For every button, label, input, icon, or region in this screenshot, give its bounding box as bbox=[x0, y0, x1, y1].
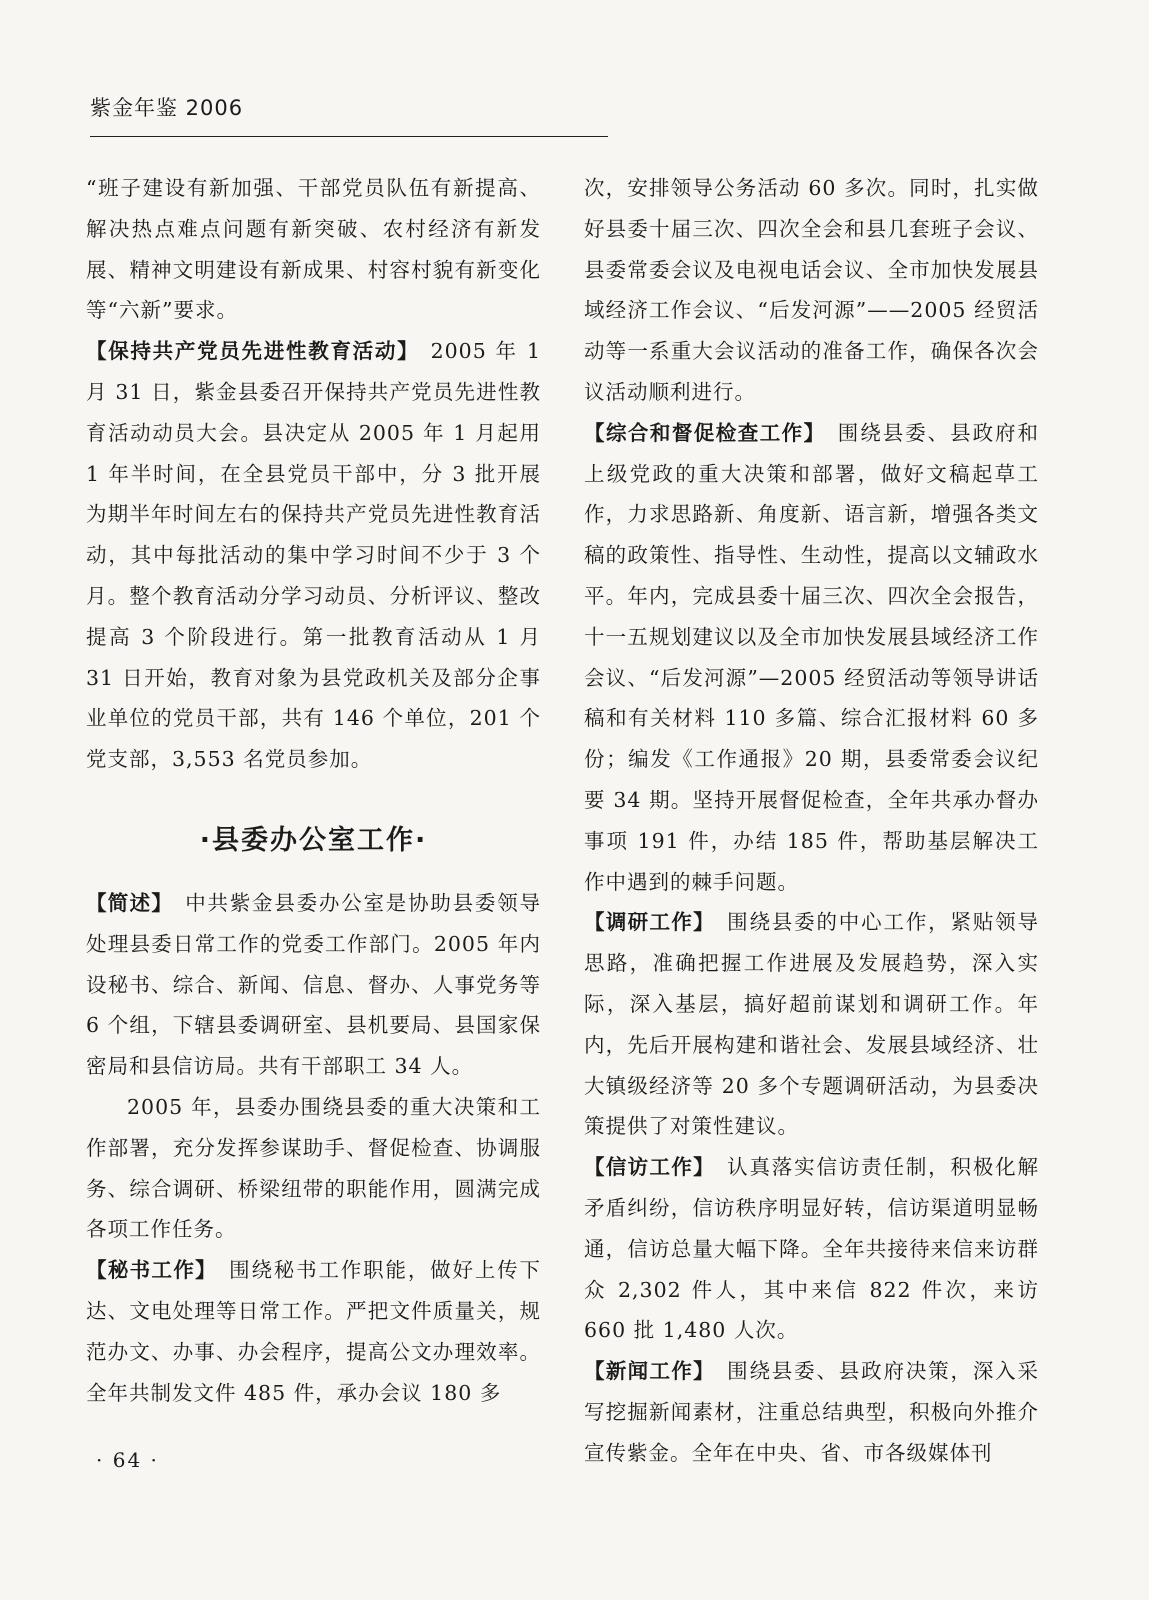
entry-body: 中共紫金县委办公室是协助县委领导处理县委日常工作的党委工作部门。2005 年内设秘书、综合、新闻、信息、督办、人事党务等 6 个组，下辖县委调研室、县机要局、县国家保密局和县信访局。共有干部职工 34 人。 bbox=[86, 890, 542, 1079]
paragraph bbox=[584, 1147, 1039, 1351]
paragraph: “班子建设有新加强、干部党员队伍有新提高、解决热点难点问题有新突破、农村经济有新发展、精神文明建设有新成果、村容村貌有新变化等“六新”要求。 bbox=[86, 176, 541, 323]
paragraph bbox=[86, 883, 541, 1087]
entry-heading: 【调研工作】 bbox=[584, 910, 716, 935]
entry-body: 围绕县委、县政府和上级党政的重大决策和部署，做好文稿起草工作，力求思路新、角度新、语言新，增强各类文稿的政策性、指导性、生动性，提高以文辅政水平。年内，完成县委十届三次、四次全会报告，十一五规划建议以及全市加快发展县域经济工作会议、“后发河源”—2005 经贸活动等领导讲话稿和有关材料 110 多篇、综合汇报材料 60 多份；编发《工作通报》20 期，县委常委会议纪要 34 期。坚持开展督促检查，全年共承办督办事项 191 件，办结 185 件，帮助基层解决工作中遇到的棘手问题。 bbox=[584, 420, 1040, 894]
running-header: 紫金年鉴 2006 bbox=[90, 96, 244, 120]
page-number: · 64 · bbox=[96, 1448, 159, 1472]
entry-body: 2005 年 1 月 31 日，紫金县委召开保持共产党员先进性教育活动动员大会。县决定从 2005 年 1 月起用 1 年半时间，在全县党员干部中，分 3 批开展为期半年时间左右的保持共产党员先进性教育活动，其中每批活动的集中学习时间不少于 3 个月。整个教育活动分学习动员、分析评议、整改提高 3 个阶段进行。第一批教育活动从 1 月 31 日开始，教育对象为县党政机关及部分企事业单位的党员干部，共有 146 个单位，201 个党支部，3,553 名党员参加。 bbox=[86, 339, 542, 772]
entry-body: 围绕县委的中心工作，紧贴领导思路，准确把握工作进展及发展趋势，深入实际，深入基层，搞好超前谋划和调研工作。年内，先后开展构建和谐社会、发展县域经济、壮大镇级经济等 20 多个专题调研活动，为县委决策提供了对策性建议。 bbox=[584, 910, 1040, 1139]
paragraph bbox=[86, 331, 541, 780]
entry-heading: 【新闻工作】 bbox=[584, 1359, 716, 1384]
paragraph: 2005 年，县委办围绕县委的重大决策和工作部署，充分发挥参谋助手、督促检查、协调服务、综合调研、桥梁纽带的职能作用，圆满完成各项工作任务。 bbox=[86, 1094, 541, 1242]
entry-heading: 【秘书工作】 bbox=[86, 1258, 218, 1283]
header-rule bbox=[90, 136, 608, 137]
entry-body: 围绕秘书工作职能，做好上传下达、文电处理等日常工作。严把文件质量关，规范办文、办事、办会程序，提高公文办理效率。全年共制发文件 485 件，承办会议 180 多 bbox=[86, 1258, 542, 1405]
paragraph bbox=[86, 1250, 541, 1413]
paragraph: 次，安排领导公务活动 60 多次。同时，扎实做好县委十届三次、四次全会和县几套班子会议、县委常委会议及电视电话会议、全市加快发展县域经济工作会议、“后发河源”——2005 经贸活动等一系重大会议活动的准备工作，确保各次会议活动顺利进行。 bbox=[584, 176, 1039, 404]
entry-body: 认真落实信访责任制，积极化解矛盾纠纷，信访秩序明显好转，信访渠道明显畅通，信访总量大幅下降。全年共接待来信来访群众 2,302 件人，其中来信 822 件次，来访 660 批 1,480 人次。 bbox=[584, 1155, 1040, 1343]
paragraph bbox=[584, 902, 1039, 1147]
right-column bbox=[584, 168, 1039, 1474]
entry-heading: 【综合和督促检查工作】 bbox=[584, 420, 826, 445]
paragraph bbox=[584, 413, 1039, 903]
entry-heading: 【保持共产党员先进性教育活动】 bbox=[86, 339, 420, 364]
entry-heading: 【简述】 bbox=[86, 890, 174, 915]
section-title: ·县委办公室工作· bbox=[199, 824, 428, 856]
entry-body: 围绕县委、县政府决策，深入采写挖掘新闻素材，注重总结典型，积极向外推介宣传紫金。全年在中央、省、市各级媒体刊 bbox=[584, 1359, 1040, 1465]
left-column bbox=[86, 168, 541, 1413]
paragraph bbox=[584, 1351, 1039, 1473]
entry-heading: 【信访工作】 bbox=[584, 1155, 716, 1180]
